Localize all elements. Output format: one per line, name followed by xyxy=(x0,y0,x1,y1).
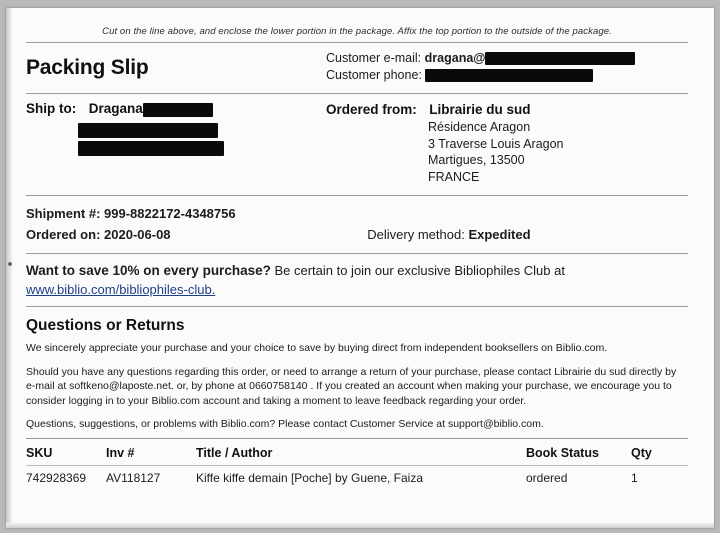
header-row xyxy=(26,50,688,84)
divider-below-header xyxy=(26,93,688,94)
column-header-inv: Inv # xyxy=(106,445,135,460)
customer-email-label: Customer e-mail: xyxy=(326,51,422,65)
redaction-bar-phone xyxy=(425,69,593,82)
promo-block xyxy=(26,261,688,299)
packing-slip-page xyxy=(6,8,714,528)
vendor-address-line: FRANCE xyxy=(428,169,480,184)
column-header-title-author: Title / Author xyxy=(196,445,273,460)
addresses-row xyxy=(26,101,688,185)
ordered-from-block xyxy=(326,101,686,185)
questions-paragraph-3: Questions, suggestions, or problems with Biblio.com? Please contact Customer Service at support@biblio.com. xyxy=(26,418,544,430)
delivery-method-line xyxy=(293,224,688,245)
ordered-on-line xyxy=(26,224,293,245)
vendor-address-line: Martigues, 13500 xyxy=(428,153,525,167)
column-header-sku: SKU xyxy=(26,445,53,460)
ordered-from-label: Ordered from: xyxy=(326,102,417,117)
column-header-book-status: Book Status xyxy=(526,445,599,460)
vendor-name: Librairie du sud xyxy=(429,102,531,117)
cell-title-author: Kiffe kiffe demain [Poche] by Guene, Faiza xyxy=(196,470,424,485)
divider-top xyxy=(26,42,688,43)
items-table-header xyxy=(26,446,688,463)
vendor-address-line: 3 Traverse Louis Aragon xyxy=(428,136,564,151)
divider-below-shipment xyxy=(26,253,688,254)
customer-phone-label: Customer phone: xyxy=(326,68,422,82)
shipment-meta-block xyxy=(26,203,688,245)
promo-text: Be certain to join our exclusive Bibliophiles Club at xyxy=(270,263,565,278)
redaction-bar-address-2 xyxy=(78,141,224,156)
redaction-bar-email xyxy=(485,52,635,65)
shipment-number-line xyxy=(26,203,688,224)
customer-phone-line xyxy=(326,67,686,84)
ordered-on-value: 2020-06-08 xyxy=(104,227,171,242)
questions-paragraph-1: We sincerely appreciate your purchase and your choice to save by buying direct from independent booksellers on Biblio.com. xyxy=(26,342,608,354)
table-row xyxy=(26,466,688,485)
page-left-edge-shadow xyxy=(6,8,12,528)
page-margin-mark xyxy=(8,262,12,266)
document-content xyxy=(26,26,688,485)
shipment-number-label: Shipment #: xyxy=(26,206,101,221)
promo-headline: Want to save 10% on every purchase? xyxy=(26,263,271,278)
vendor-address xyxy=(428,119,686,185)
redaction-bar-address-1 xyxy=(78,123,218,138)
ship-to-block xyxy=(26,101,326,185)
bibliophiles-club-link[interactable]: www.biblio.com/bibliophiles-club. xyxy=(26,282,216,297)
cut-line-note: Cut on the line above, and enclose the lower portion in the package. Affix the top portion to the outside of the package. xyxy=(102,26,612,37)
ordered-on-row xyxy=(26,224,688,245)
page-title: Packing Slip xyxy=(26,56,149,79)
ship-to-name: Dragana xyxy=(88,101,143,116)
delivery-method-label: Delivery method: xyxy=(367,227,465,242)
ship-to-label: Ship to: xyxy=(26,101,77,116)
divider-below-addresses xyxy=(26,195,688,196)
title-block xyxy=(26,50,326,84)
cell-book-status: ordered xyxy=(526,470,568,485)
questions-heading: Questions or Returns xyxy=(26,317,185,334)
questions-paragraph-2: Should you have any questions regarding this order, or need to arrange a return of your purchase, please contact Librairie du sud directly by e-mail at softkeno@laposte.net. or, by phone at 0660758140 . If you created an account when making your purchase, we encourage you to consider logging in to your Biblio.com account and taking a moment to leave feedback regarding your order. xyxy=(26,365,677,407)
delivery-method-value: Expedited xyxy=(468,227,531,242)
divider-below-promo xyxy=(26,306,688,307)
cell-sku: 742928369 xyxy=(26,470,87,485)
column-header-qty: Qty xyxy=(631,445,652,460)
customer-email-line xyxy=(326,50,686,67)
cell-qty: 1 xyxy=(631,470,638,485)
ordered-on-label: Ordered on: xyxy=(26,227,101,242)
vendor-address-line: Résidence Aragon xyxy=(428,120,531,134)
redaction-bar-name xyxy=(143,103,213,117)
page-bottom-edge-shadow xyxy=(6,523,714,528)
shipment-number-value: 999-8822172-4348756 xyxy=(104,206,236,221)
divider-above-table xyxy=(26,438,688,439)
customer-contact-block xyxy=(326,50,686,84)
cell-inv: AV118127 xyxy=(106,470,161,485)
customer-email-value: dragana@ xyxy=(424,51,486,65)
